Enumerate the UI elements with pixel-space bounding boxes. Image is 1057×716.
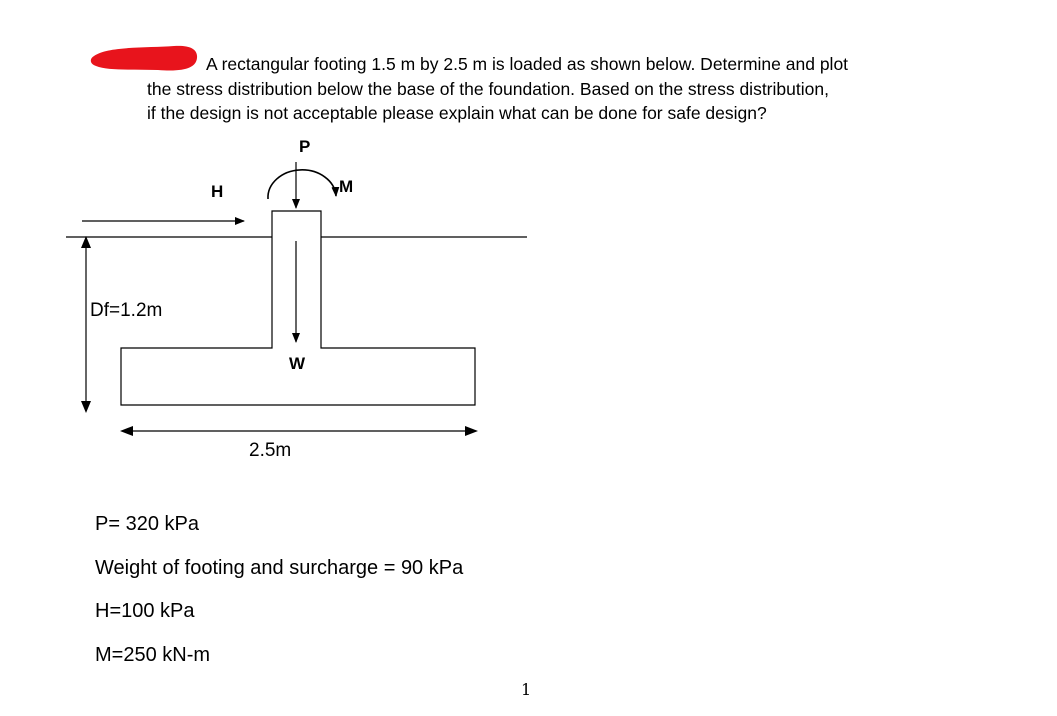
label-p: P — [299, 137, 311, 156]
depth-arrowhead-bottom — [81, 401, 91, 413]
label-w: W — [289, 354, 306, 373]
width-arrowhead-left — [120, 426, 133, 436]
given-weight: Weight of footing and surcharge = 90 kPa — [95, 557, 464, 579]
given-p: P= 320 kPa — [95, 513, 199, 535]
label-width: 2.5m — [249, 440, 292, 461]
label-h: H — [211, 182, 224, 201]
depth-arrowhead-top — [81, 236, 91, 248]
label-m: M — [339, 177, 354, 196]
problem-text-line-1: A rectangular footing 1.5 m by 2.5 m is loaded as shown below. Determine and plot — [206, 54, 849, 74]
label-depth: Df=1.2m — [90, 300, 163, 321]
width-arrowhead-right — [465, 426, 478, 436]
footing-outline — [121, 211, 475, 405]
given-m: M=250 kN-m — [95, 644, 211, 666]
moment-arc — [268, 170, 336, 199]
problem-text-line-3: if the design is not acceptable please explain what can be done for safe design? — [147, 103, 767, 123]
given-h: H=100 kPa — [95, 600, 195, 622]
problem-text-line-2: the stress distribution below the base of the foundation. Based on the stress distribution, — [147, 79, 829, 99]
page-number: 1 — [521, 680, 532, 699]
